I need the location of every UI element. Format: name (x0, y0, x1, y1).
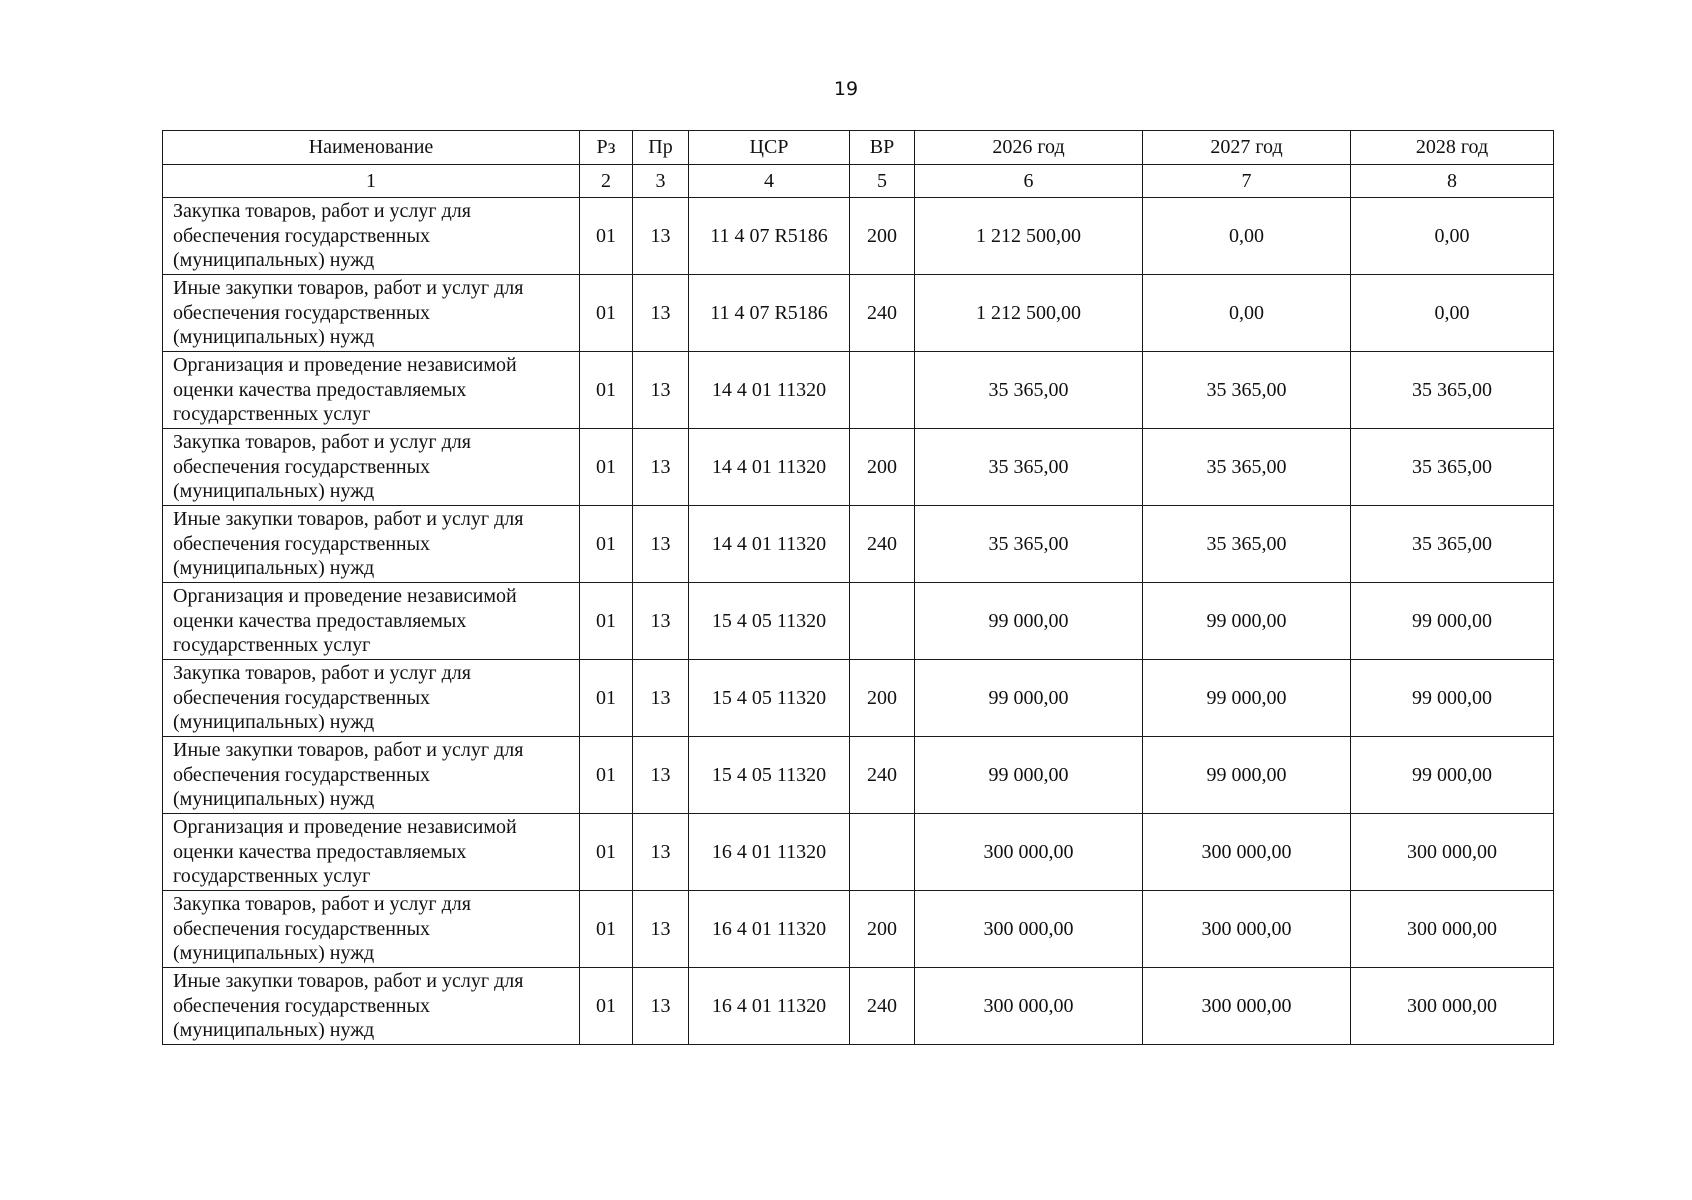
header-row (163, 131, 1554, 165)
cell-rz: 01 (580, 198, 633, 275)
cell-2027: 300 000,00 (1143, 891, 1351, 968)
cell-name-line: (муниципальных) нужд (173, 249, 375, 272)
cell-vr: 200 (850, 891, 915, 968)
cell-2026: 99 000,00 (915, 583, 1143, 660)
cell-pr: 13 (633, 660, 689, 737)
cell-csr: 15 4 05 11320 (689, 583, 850, 660)
cell-name-line: обеспечения государственных (173, 994, 431, 1017)
cell-name-line: Закупка товаров, работ и услуг для (173, 431, 471, 454)
cell-2026: 300 000,00 (915, 968, 1143, 1045)
header-2028: 2028 год (1351, 131, 1554, 165)
cell-2028: 99 000,00 (1351, 737, 1554, 814)
cell-2028: 300 000,00 (1351, 814, 1554, 891)
cell-name (163, 583, 580, 660)
cell-vr: 200 (850, 198, 915, 275)
cell-2027: 99 000,00 (1143, 737, 1351, 814)
cell-2026: 35 365,00 (915, 352, 1143, 429)
header-csr: ЦСР (689, 131, 850, 165)
cell-2028: 99 000,00 (1351, 660, 1554, 737)
cell-2027: 35 365,00 (1143, 429, 1351, 506)
column-number: 7 (1143, 165, 1351, 198)
cell-vr: 240 (850, 275, 915, 352)
cell-vr: 200 (850, 660, 915, 737)
cell-2027: 300 000,00 (1143, 968, 1351, 1045)
cell-2026: 300 000,00 (915, 814, 1143, 891)
cell-name (163, 506, 580, 583)
cell-name-line: (муниципальных) нужд (173, 557, 375, 580)
cell-csr: 16 4 01 11320 (689, 968, 850, 1045)
cell-name (163, 429, 580, 506)
cell-name-line: (муниципальных) нужд (173, 1019, 375, 1042)
cell-name-line: обеспечения государственных (173, 455, 431, 478)
cell-2027: 35 365,00 (1143, 506, 1351, 583)
cell-pr: 13 (633, 968, 689, 1045)
cell-2026: 35 365,00 (915, 429, 1143, 506)
column-number: 8 (1351, 165, 1554, 198)
cell-csr: 16 4 01 11320 (689, 891, 850, 968)
cell-name-line: Организация и проведение независимой (173, 816, 517, 839)
cell-name-line: оценки качества предоставляемых (173, 609, 467, 632)
table-row (163, 660, 1554, 737)
header-2026: 2026 год (915, 131, 1143, 165)
cell-pr: 13 (633, 814, 689, 891)
cell-name-line: обеспечения государственных (173, 301, 431, 324)
table-row (163, 891, 1554, 968)
column-number: 1 (163, 165, 580, 198)
cell-csr: 14 4 01 11320 (689, 429, 850, 506)
cell-pr: 13 (633, 583, 689, 660)
cell-2026: 1 212 500,00 (915, 198, 1143, 275)
cell-pr: 13 (633, 429, 689, 506)
column-number: 6 (915, 165, 1143, 198)
cell-rz: 01 (580, 583, 633, 660)
cell-2027: 300 000,00 (1143, 814, 1351, 891)
cell-name-line: Организация и проведение независимой (173, 585, 517, 608)
cell-2028: 35 365,00 (1351, 352, 1554, 429)
cell-2026: 1 212 500,00 (915, 275, 1143, 352)
cell-pr: 13 (633, 891, 689, 968)
header-rz: Рз (580, 131, 633, 165)
cell-rz: 01 (580, 660, 633, 737)
cell-2027: 0,00 (1143, 275, 1351, 352)
cell-2026: 300 000,00 (915, 891, 1143, 968)
cell-rz: 01 (580, 891, 633, 968)
cell-2026: 35 365,00 (915, 506, 1143, 583)
cell-name-line: Иные закупки товаров, работ и услуг для (173, 508, 524, 531)
table-row (163, 429, 1554, 506)
cell-name-line: Организация и проведение независимой (173, 354, 517, 377)
cell-vr: 240 (850, 737, 915, 814)
cell-2027: 99 000,00 (1143, 660, 1351, 737)
cell-2028: 300 000,00 (1351, 968, 1554, 1045)
header-vr: ВР (850, 131, 915, 165)
table-row (163, 814, 1554, 891)
cell-csr: 11 4 07 R5186 (689, 275, 850, 352)
cell-name (163, 737, 580, 814)
table-row (163, 968, 1554, 1045)
cell-name-line: (муниципальных) нужд (173, 711, 375, 734)
cell-2028: 35 365,00 (1351, 506, 1554, 583)
cell-2027: 99 000,00 (1143, 583, 1351, 660)
cell-name-line: Иные закупки товаров, работ и услуг для (173, 739, 524, 762)
cell-pr: 13 (633, 737, 689, 814)
page-number: 19 (833, 78, 859, 100)
cell-name-line: оценки качества предоставляемых (173, 378, 467, 401)
table-row (163, 198, 1554, 275)
header-2027: 2027 год (1143, 131, 1351, 165)
table-row (163, 352, 1554, 429)
column-number: 3 (633, 165, 689, 198)
cell-rz: 01 (580, 352, 633, 429)
cell-rz: 01 (580, 429, 633, 506)
cell-vr: 200 (850, 429, 915, 506)
table-row (163, 275, 1554, 352)
cell-pr: 13 (633, 275, 689, 352)
cell-pr: 13 (633, 506, 689, 583)
cell-pr: 13 (633, 352, 689, 429)
table-row (163, 583, 1554, 660)
cell-vr (850, 814, 915, 891)
cell-name-line: Иные закупки товаров, работ и услуг для (173, 277, 524, 300)
cell-name-line: оценки качества предоставляемых (173, 840, 467, 863)
column-number-row (163, 165, 1554, 198)
cell-name (163, 891, 580, 968)
cell-vr: 240 (850, 506, 915, 583)
cell-name-line: (муниципальных) нужд (173, 326, 375, 349)
cell-csr: 14 4 01 11320 (689, 352, 850, 429)
cell-name-line: Закупка товаров, работ и услуг для (173, 662, 471, 685)
cell-rz: 01 (580, 506, 633, 583)
cell-name-line: государственных услуг (173, 403, 371, 426)
header-pr: Пр (633, 131, 689, 165)
cell-name-line: государственных услуг (173, 865, 371, 888)
header-name: Наименование (163, 131, 580, 165)
cell-name-line: государственных услуг (173, 634, 371, 657)
cell-name-line: (муниципальных) нужд (173, 788, 375, 811)
cell-csr: 11 4 07 R5186 (689, 198, 850, 275)
cell-2026: 99 000,00 (915, 737, 1143, 814)
cell-name (163, 198, 580, 275)
cell-2028: 35 365,00 (1351, 429, 1554, 506)
budget-table (162, 130, 1554, 1045)
cell-vr (850, 583, 915, 660)
cell-csr: 16 4 01 11320 (689, 814, 850, 891)
cell-2028: 0,00 (1351, 198, 1554, 275)
table-row (163, 737, 1554, 814)
column-number: 4 (689, 165, 850, 198)
cell-rz: 01 (580, 737, 633, 814)
cell-2027: 0,00 (1143, 198, 1351, 275)
cell-vr (850, 352, 915, 429)
cell-2027: 35 365,00 (1143, 352, 1351, 429)
cell-vr: 240 (850, 968, 915, 1045)
cell-rz: 01 (580, 275, 633, 352)
cell-rz: 01 (580, 814, 633, 891)
column-number: 5 (850, 165, 915, 198)
cell-2028: 0,00 (1351, 275, 1554, 352)
cell-name-line: (муниципальных) нужд (173, 942, 375, 965)
cell-name-line: обеспечения государственных (173, 763, 431, 786)
cell-name-line: (муниципальных) нужд (173, 480, 375, 503)
cell-2028: 99 000,00 (1351, 583, 1554, 660)
cell-name-line: обеспечения государственных (173, 532, 431, 555)
cell-name (163, 814, 580, 891)
cell-csr: 15 4 05 11320 (689, 660, 850, 737)
cell-name (163, 660, 580, 737)
table-body (163, 165, 1554, 1045)
cell-name-line: Закупка товаров, работ и услуг для (173, 893, 471, 916)
cell-name (163, 275, 580, 352)
cell-csr: 15 4 05 11320 (689, 737, 850, 814)
cell-name-line: Иные закупки товаров, работ и услуг для (173, 970, 524, 993)
cell-rz: 01 (580, 968, 633, 1045)
cell-2028: 300 000,00 (1351, 891, 1554, 968)
cell-name-line: обеспечения государственных (173, 917, 431, 940)
cell-csr: 14 4 01 11320 (689, 506, 850, 583)
cell-name-line: обеспечения государственных (173, 224, 431, 247)
cell-2026: 99 000,00 (915, 660, 1143, 737)
cell-name-line: обеспечения государственных (173, 686, 431, 709)
column-number: 2 (580, 165, 633, 198)
cell-name (163, 352, 580, 429)
cell-name (163, 968, 580, 1045)
cell-pr: 13 (633, 198, 689, 275)
table-row (163, 506, 1554, 583)
cell-name-line: Закупка товаров, работ и услуг для (173, 200, 471, 223)
